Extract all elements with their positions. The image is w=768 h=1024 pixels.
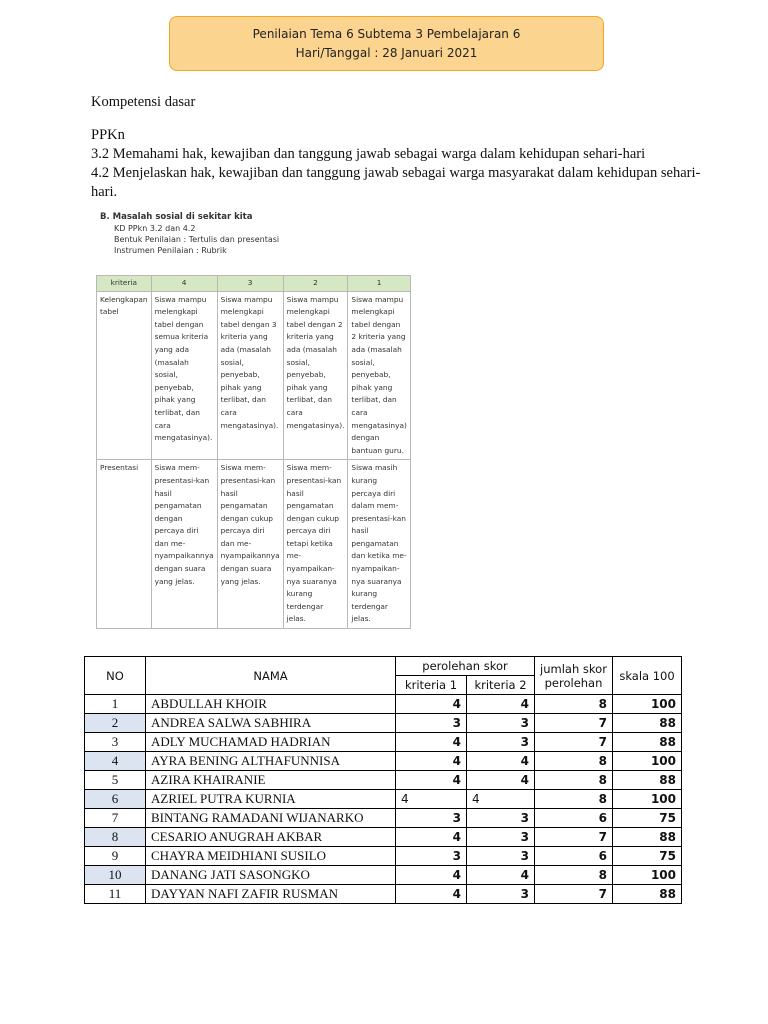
cell-no: 10 [85, 866, 146, 885]
table-row [85, 866, 682, 885]
header-kriteria-1: kriteria 1 [396, 676, 467, 695]
cell-nama: ANDREA SALWA SABHIRA [146, 714, 396, 733]
cell-kriteria-2: 3 [467, 828, 535, 847]
kd-item: 3.2 Memahami hak, kewajiban dan tanggung jawab sebagai warga dalam kehidupan sehari-hari [91, 146, 646, 162]
rubric-header: 2 [283, 276, 348, 292]
cell-nama: AZIRA KHAIRANIE [146, 771, 396, 790]
table-row [85, 790, 682, 809]
cell-no: 5 [85, 771, 146, 790]
cell-kriteria-1: 4 [396, 866, 467, 885]
cell-no: 3 [85, 733, 146, 752]
cell-skala: 88 [613, 828, 682, 847]
kd-item: 4.2 Menjelaskan hak, kewajiban dan tanggung jawab sebagai warga masyarakat dalam kehidupan sehari-hari. [91, 165, 701, 200]
cell-kriteria-1: 4 [396, 790, 467, 809]
cell-kriteria-1: 4 [396, 885, 467, 904]
cell-skala: 75 [613, 847, 682, 866]
cell-skala: 88 [613, 885, 682, 904]
cell-no: 6 [85, 790, 146, 809]
cell-nama: AZRIEL PUTRA KURNIA [146, 790, 396, 809]
cell-kriteria-2: 4 [467, 866, 535, 885]
cell-skala: 100 [613, 752, 682, 771]
cell-nama: CHAYRA MEIDHIANI SUSILO [146, 847, 396, 866]
rubric-line: Bentuk Penilaian : Tertulis dan presentasi [114, 235, 280, 244]
cell-nama: BINTANG RAMADANI WIJANARKO [146, 809, 396, 828]
rubric-header: kriteria [97, 276, 152, 292]
cell-kriteria-1: 4 [396, 828, 467, 847]
kd-heading: Kompetensi dasar [91, 94, 196, 110]
cell-jumlah: 7 [535, 714, 613, 733]
header-jumlah: jumlah skor perolehan [535, 657, 613, 695]
header-skala: skala 100 [613, 657, 682, 695]
rubric-header: 1 [348, 276, 410, 292]
rubric-cell: Presentasi [97, 460, 152, 629]
header-perolehan: perolehan skor [396, 657, 535, 676]
table-row [85, 847, 682, 866]
table-row [85, 828, 682, 847]
rubric-cell: Siswa mem-presentasi-kan hasil pengamatan dengan cukup percaya diri tetapi ketika me-nyampaikan-nya suaranya kurang terdengar jelas. [283, 460, 348, 629]
cell-jumlah: 8 [535, 752, 613, 771]
cell-skala: 88 [613, 714, 682, 733]
rubric-table [96, 275, 411, 629]
rubric-row [97, 460, 411, 629]
table-row [85, 695, 682, 714]
header-no: NO [85, 657, 146, 695]
cell-no: 2 [85, 714, 146, 733]
cell-jumlah: 8 [535, 866, 613, 885]
cell-kriteria-2: 4 [467, 790, 535, 809]
cell-no: 7 [85, 809, 146, 828]
cell-no: 9 [85, 847, 146, 866]
cell-nama: ABDULLAH KHOIR [146, 695, 396, 714]
cell-skala: 100 [613, 790, 682, 809]
header-box [169, 16, 604, 71]
cell-kriteria-2: 3 [467, 809, 535, 828]
kompetensi-dasar [91, 93, 711, 202]
page-title: Penilaian Tema 6 Subtema 3 Pembelajaran 6 [252, 26, 521, 41]
cell-skala: 88 [613, 771, 682, 790]
rubric-line: Instrumen Penilaian : Rubrik [114, 246, 227, 255]
header-nama: NAMA [146, 657, 396, 695]
header-kriteria-2: kriteria 2 [467, 676, 535, 695]
cell-kriteria-1: 4 [396, 733, 467, 752]
cell-kriteria-2: 3 [467, 714, 535, 733]
cell-kriteria-2: 3 [467, 847, 535, 866]
rubric-cell: Kelengkapan tabel [97, 291, 152, 460]
cell-skala: 75 [613, 809, 682, 828]
cell-skala: 88 [613, 733, 682, 752]
cell-no: 4 [85, 752, 146, 771]
table-row [85, 733, 682, 752]
cell-kriteria-1: 4 [396, 771, 467, 790]
cell-nama: CESARIO ANUGRAH AKBAR [146, 828, 396, 847]
rubric-cell: Siswa mem-presentasi-kan hasil pengamatan dengan percaya diri dan me-nyampaikannya dengan suara yang jelas. [151, 460, 217, 629]
cell-kriteria-1: 3 [396, 809, 467, 828]
cell-nama: DANANG JATI SASONGKO [146, 866, 396, 885]
cell-kriteria-1: 4 [396, 695, 467, 714]
rubric-line: KD PPkn 3.2 dan 4.2 [114, 224, 196, 233]
rubric-cell: Siswa masih kurang percaya diri dalam mem-presentasi-kan hasil pengamatan dan ketika me-nyampaikan-nya suaranya kurang terdengar jelas. [348, 460, 410, 629]
rubric-cell: Siswa mampu melengkapi tabel dengan 2 kriteria yang ada (masalah sosial, penyebab, pihak yang terlibat, dan cara mengatasinya) dengan bantuan guru. [348, 291, 410, 460]
table-row [85, 714, 682, 733]
cell-no: 1 [85, 695, 146, 714]
cell-jumlah: 7 [535, 885, 613, 904]
rubric-cell: Siswa mampu melengkapi tabel dengan 3 kriteria yang ada (masalah sosial, penyebab, pihak yang terlibat, dan cara mengatasinya). [217, 291, 283, 460]
cell-kriteria-2: 4 [467, 771, 535, 790]
cell-jumlah: 6 [535, 809, 613, 828]
cell-kriteria-1: 4 [396, 752, 467, 771]
cell-jumlah: 8 [535, 771, 613, 790]
cell-kriteria-1: 3 [396, 714, 467, 733]
cell-jumlah: 6 [535, 847, 613, 866]
table-row [85, 771, 682, 790]
rubric-row [97, 291, 411, 460]
cell-kriteria-2: 4 [467, 695, 535, 714]
cell-no: 8 [85, 828, 146, 847]
cell-kriteria-2: 4 [467, 752, 535, 771]
cell-jumlah: 8 [535, 790, 613, 809]
cell-jumlah: 7 [535, 828, 613, 847]
table-row [85, 885, 682, 904]
cell-nama: DAYYAN NAFI ZAFIR RUSMAN [146, 885, 396, 904]
rubric-cell: Siswa mampu melengkapi tabel dengan semua kriteria yang ada (masalah sosial, penyebab, pihak yang terlibat, dan cara mengatasinya). [151, 291, 217, 460]
cell-nama: ADLY MUCHAMAD HADRIAN [146, 733, 396, 752]
rubric-title: B. Masalah sosial di sekitar kita [100, 212, 253, 222]
page-date: Hari/Tanggal : 28 Januari 2021 [295, 45, 478, 60]
cell-kriteria-2: 3 [467, 733, 535, 752]
table-row [85, 809, 682, 828]
score-table [84, 656, 682, 904]
cell-skala: 100 [613, 866, 682, 885]
rubric-image [96, 212, 408, 624]
rubric-cell: Siswa mampu melengkapi tabel dengan 2 kriteria yang ada (masalah sosial, penyebab, pihak yang terlibat, dan cara mengatasinya). [283, 291, 348, 460]
kd-subject: PPKn [91, 127, 125, 143]
table-row [85, 752, 682, 771]
rubric-header: 3 [217, 276, 283, 292]
score-header-row [85, 657, 682, 676]
cell-jumlah: 7 [535, 733, 613, 752]
cell-jumlah: 8 [535, 695, 613, 714]
rubric-header: 4 [151, 276, 217, 292]
cell-no: 11 [85, 885, 146, 904]
rubric-header-row [97, 276, 411, 292]
rubric-cell: Siswa mem-presentasi-kan hasil pengamatan dengan cukup percaya diri dan me-nyampaikannya dengan suara yang jelas. [217, 460, 283, 629]
cell-kriteria-2: 3 [467, 885, 535, 904]
cell-kriteria-1: 3 [396, 847, 467, 866]
cell-skala: 100 [613, 695, 682, 714]
cell-nama: AYRA BENING ALTHAFUNNISA [146, 752, 396, 771]
